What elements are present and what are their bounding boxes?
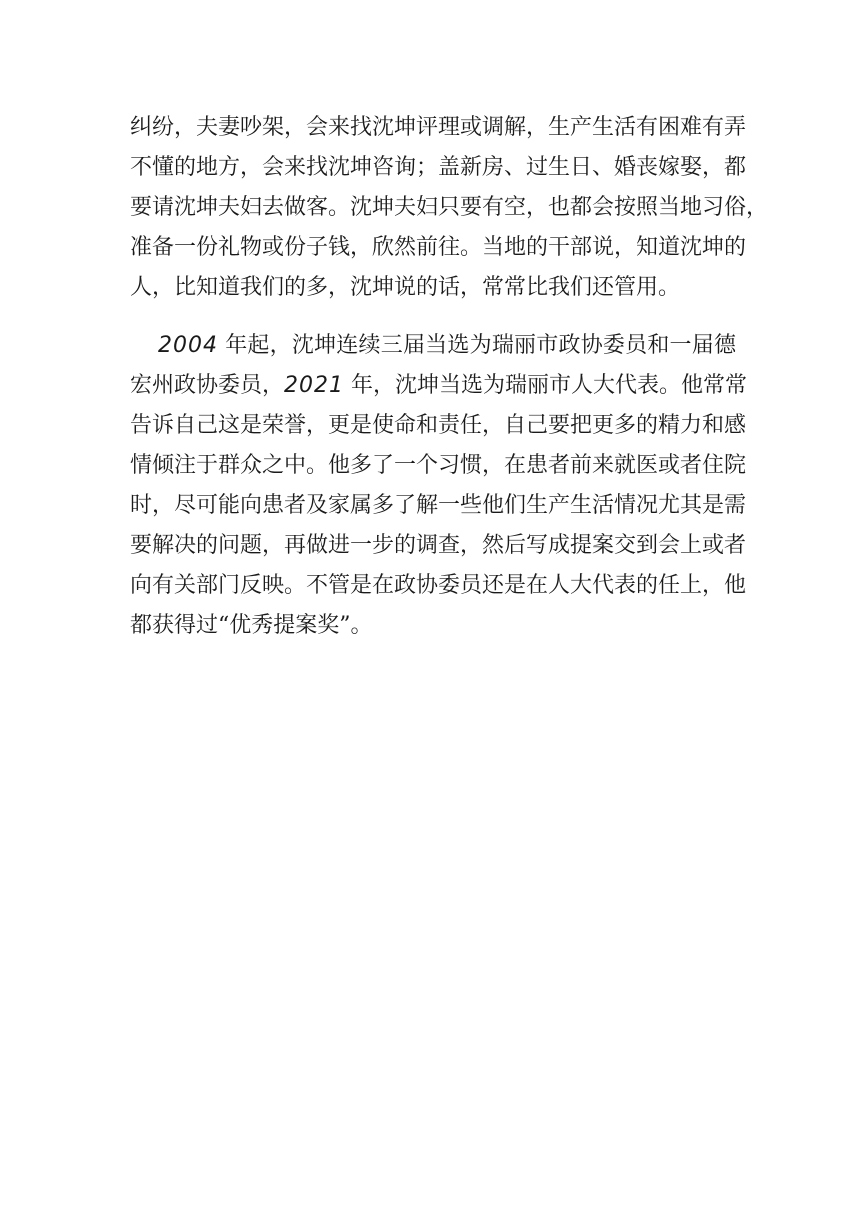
- paragraph-1-line-1: 纠纷，夫妻吵架，会来找沈坤评理或调解，生产生活有困难有弄: [130, 115, 747, 140]
- paragraph-spacer: [130, 308, 736, 326]
- paragraph-1-line-4: 准备一份礼物或份子钱，欣然前往。当地的干部说，知道沈坤的: [130, 235, 747, 260]
- paragraph-2-line-1-text: 年起，沈坤连续三届当选为瑞丽市政协委员和一届德: [218, 333, 736, 358]
- year-2021: 2021: [284, 373, 345, 398]
- paragraph-2-line-6: 要解决的问题，再做进一步的调查，然后写成提案交到会上或者: [130, 533, 747, 558]
- paragraph-2-line-7: 向有关部门反映。不管是在政协委员还是在人大代表的任上，他: [130, 573, 747, 598]
- paragraph-2-line-2: [130, 366, 748, 406]
- paragraph-2-line-4: 情倾注于群众之中。他多了一个习惯，在患者前来就医或者住院: [130, 453, 747, 478]
- paragraph-2-line-8: 都获得过“优秀提案奖”。: [130, 613, 373, 638]
- paragraph-2-line-1: [130, 326, 736, 366]
- paragraph-1-line-2: 不懂的地方，会来找沈坤咨询；盖新房、过生日、婚丧嫁娶，都: [130, 155, 747, 180]
- paragraph-1-line-5: 人，比知道我们的多，沈坤说的话，常常比我们还管用。: [130, 275, 681, 300]
- paragraph-2-line-5: 时，尽可能向患者及家属多了解一些他们生产生活情况尤其是需: [130, 493, 747, 518]
- paragraph-1: [130, 108, 769, 308]
- paragraph-2-line-2-pre: 宏州政协委员，: [130, 373, 285, 398]
- paragraph-2-line-2-post: 年，沈坤当选为瑞丽市人大代表。他常常: [344, 373, 748, 398]
- paragraph-2: [130, 326, 748, 646]
- paragraph-1-line-3: 要请沈坤夫妇去做客。沈坤夫妇只要有空，也都会按照当地习俗，: [130, 195, 769, 220]
- document-body: [130, 108, 769, 646]
- year-2004: 2004: [158, 333, 218, 358]
- paragraph-2-line-3: 告诉自己这是荣誉，更是使命和责任，自己要把更多的精力和感: [130, 413, 747, 438]
